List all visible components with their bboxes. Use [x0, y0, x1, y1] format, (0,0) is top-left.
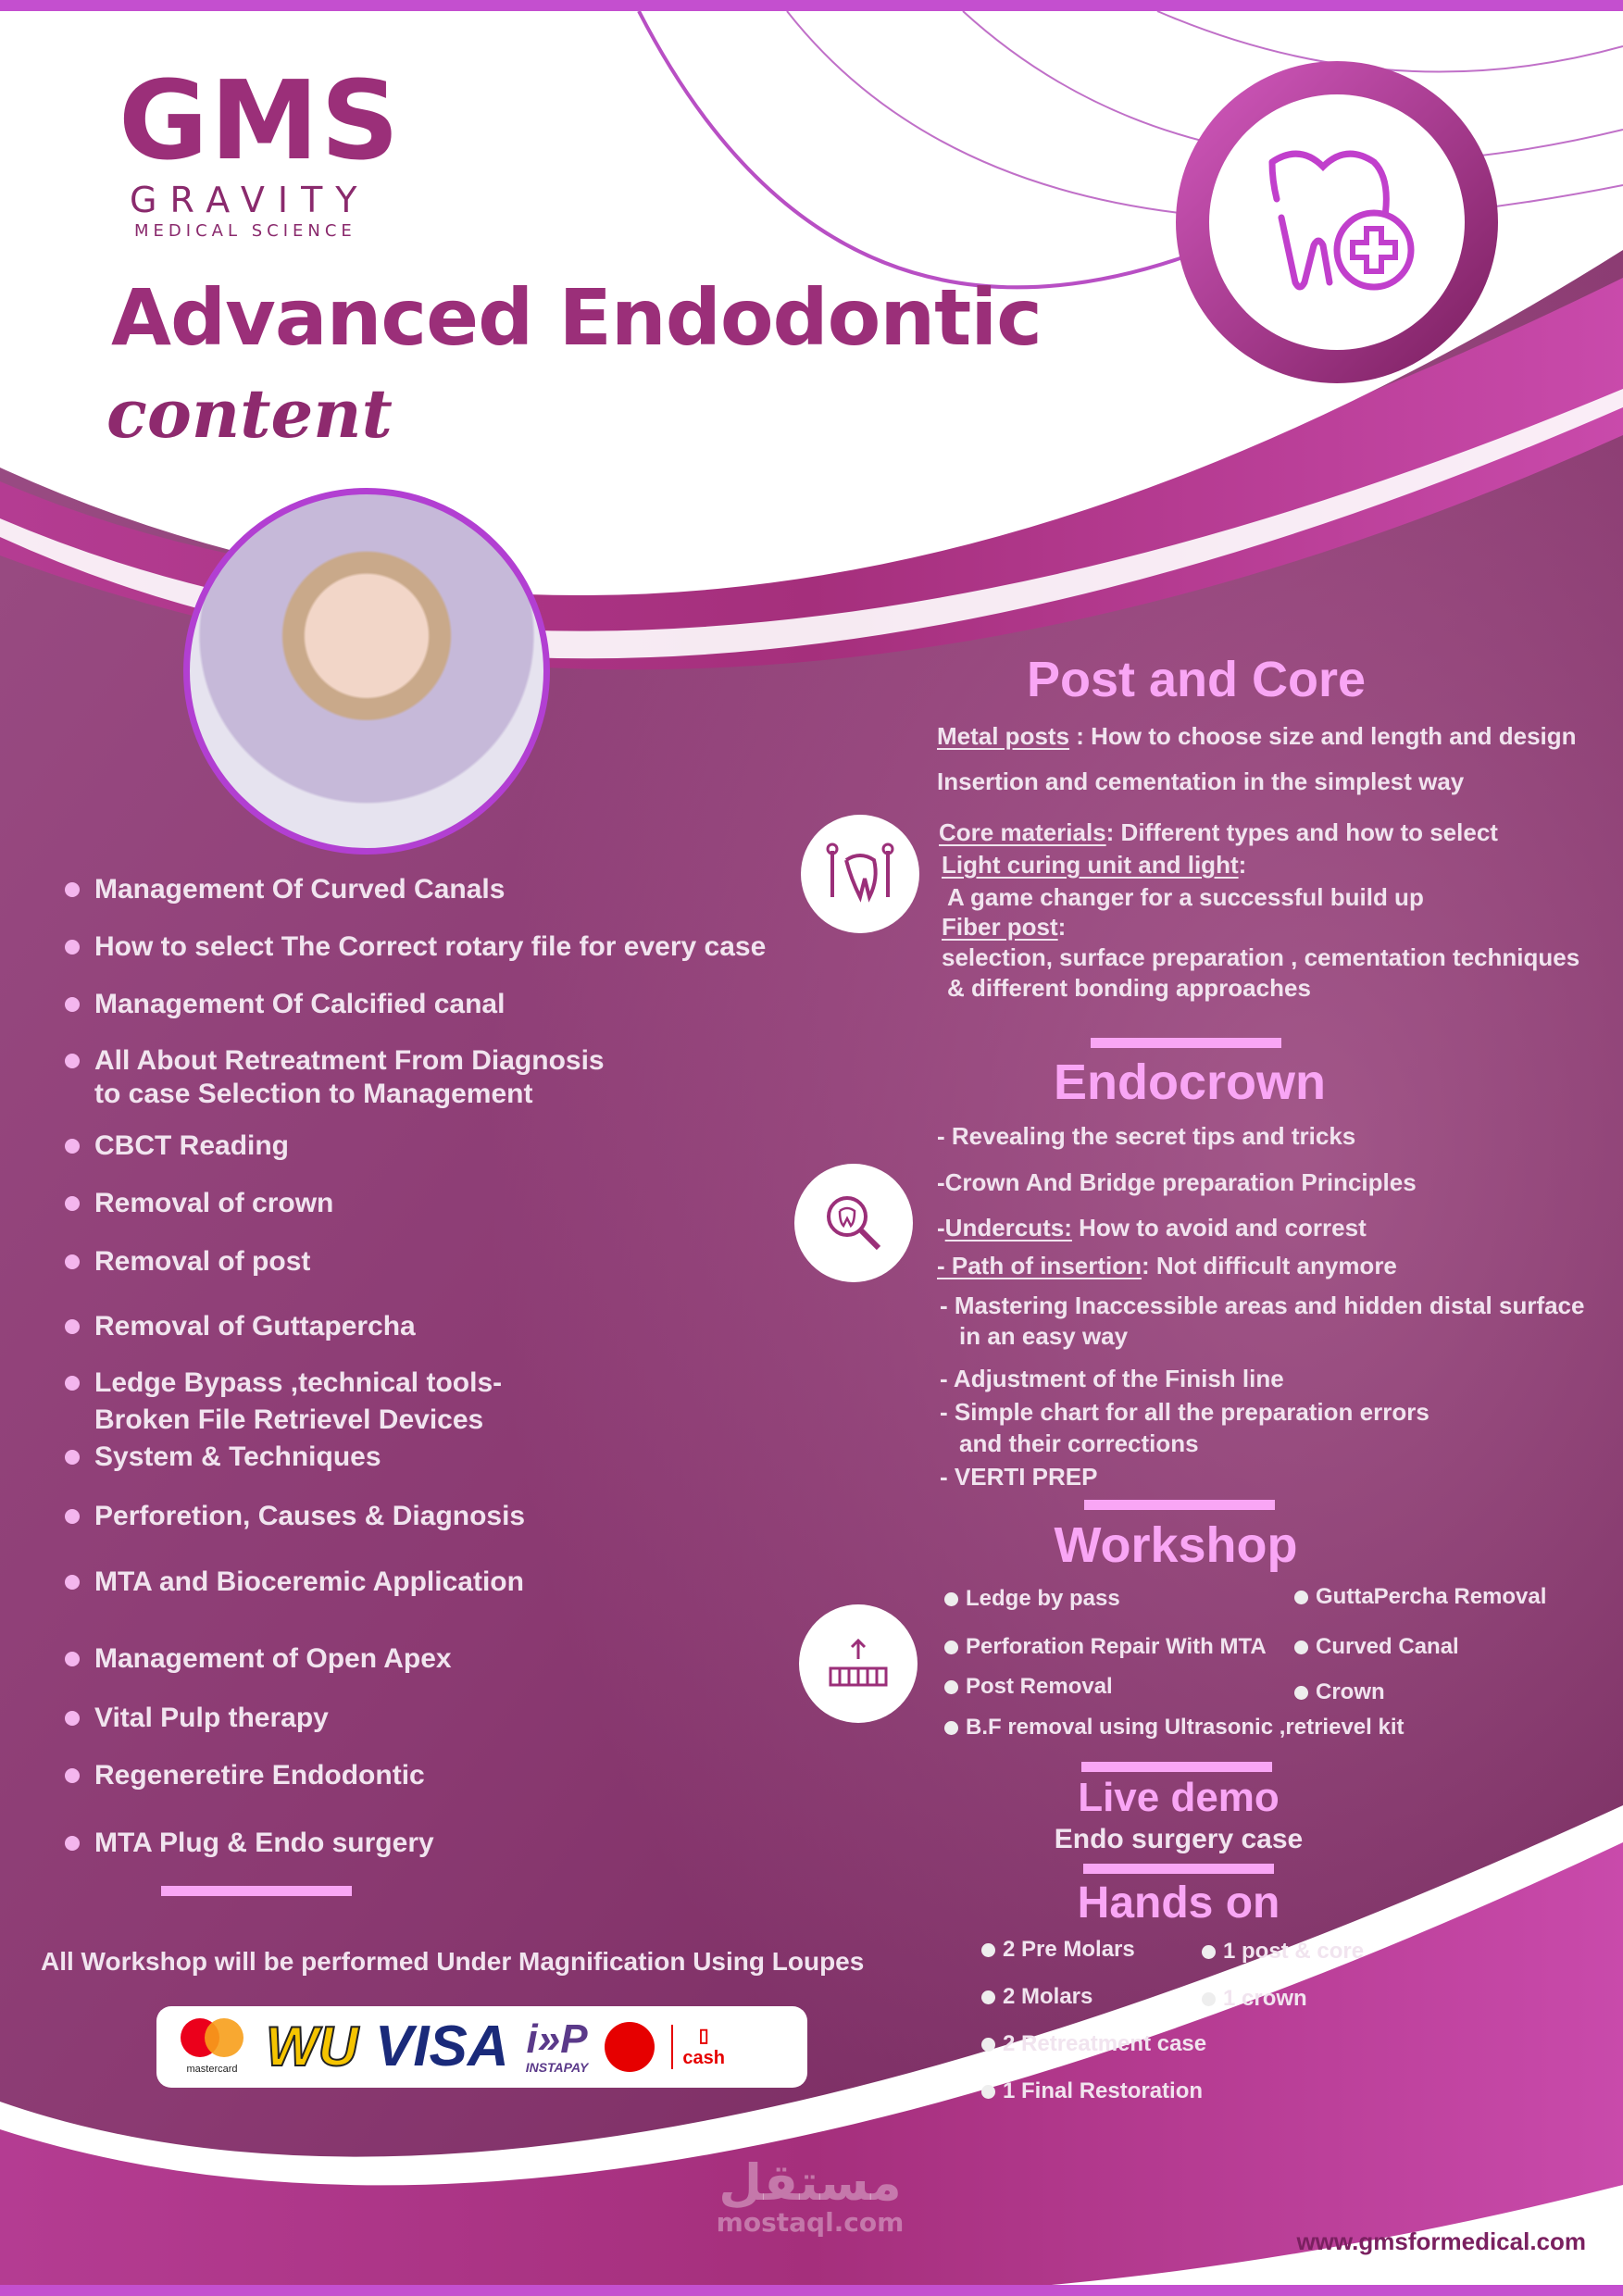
tooth-badge	[1176, 61, 1498, 383]
topic-item	[65, 873, 505, 906]
post-core-line: Light curing unit and light:	[942, 851, 1247, 879]
bullet-icon	[65, 1054, 80, 1068]
bullet-icon	[65, 1319, 80, 1334]
topic-item	[65, 1129, 289, 1163]
bullet-icon	[65, 1509, 80, 1524]
bullet-icon	[65, 1768, 80, 1783]
bullet-icon	[65, 997, 80, 1012]
payment-methods	[156, 2006, 807, 2088]
workshop-label: Curved Canal	[1316, 1634, 1459, 1659]
workshop-item	[1294, 1634, 1459, 1660]
workshop-item	[944, 1634, 1267, 1660]
topic-label: MTA Plug & Endo surgery	[94, 1828, 434, 1858]
post-core-line: Insertion and cementation in the simplest way	[937, 767, 1465, 795]
mastercard-logo: mastercard	[175, 2015, 249, 2079]
post-core-line: Fiber post:	[942, 913, 1067, 941]
post-core-line: A game changer for a successful build up	[947, 883, 1424, 911]
bullet-icon	[1294, 1686, 1308, 1700]
topic-item	[65, 1827, 434, 1860]
topic-item	[65, 988, 505, 1021]
logo-name: GRAVITY	[130, 180, 370, 220]
bullet-icon	[65, 1652, 80, 1666]
hands_on-label: 2 Retreatment case	[1003, 2031, 1207, 2056]
endocrown-line: - VERTI PREP	[940, 1463, 1098, 1491]
divider	[161, 1886, 352, 1896]
topic-item	[65, 1759, 425, 1792]
teeth-upload-icon	[799, 1604, 918, 1723]
topic-label: Management Of Curved Canals	[94, 874, 506, 905]
topic-item	[65, 930, 766, 964]
topic-item	[65, 1245, 310, 1279]
bullet-icon	[981, 1990, 995, 2004]
bullet-icon	[944, 1641, 958, 1654]
post-core-line: & different bonding approaches	[947, 974, 1311, 1002]
workshop-label: Perforation Repair With MTA	[966, 1634, 1267, 1659]
workshop-heading: Workshop	[1054, 1517, 1298, 1573]
bullet-icon	[981, 2038, 995, 2052]
topic-label: Removal of post	[94, 1246, 311, 1277]
page-title: Advanced Endodontic	[111, 272, 1042, 363]
endocrown-line: - Revealing the secret tips and tricks	[937, 1122, 1356, 1150]
bullet-icon	[65, 882, 80, 897]
dental-tools-icon	[801, 815, 919, 933]
endocrown-heading: Endocrown	[1054, 1054, 1326, 1110]
topic-label: Management Of Calcified canal	[94, 989, 506, 1019]
bullet-icon	[65, 1575, 80, 1590]
live-demo-subtitle: Endo surgery case	[1054, 1824, 1304, 1854]
bullet-icon	[65, 1196, 80, 1211]
page-subtitle: content	[106, 374, 393, 453]
topic-label: Broken File Retrievel Devices	[94, 1404, 484, 1435]
hands_on-item	[981, 2078, 1203, 2104]
bullet-icon	[944, 1680, 958, 1694]
hands_on-label: 2 Molars	[1003, 1984, 1093, 2009]
workshop-item	[1294, 1679, 1385, 1705]
divider	[1083, 1864, 1274, 1874]
workshop-label: Post Removal	[966, 1674, 1113, 1699]
bullet-icon	[1294, 1641, 1308, 1654]
workshop-item	[1294, 1584, 1546, 1610]
topic-item	[65, 1187, 333, 1220]
topic-label: All About Retreatment From Diagnosis	[94, 1045, 605, 1076]
hands-on-heading: Hands on	[1077, 1878, 1280, 1928]
topic-label: MTA and Bioceremic Application	[94, 1566, 524, 1597]
hands_on-item	[981, 1937, 1135, 1963]
bullet-icon	[65, 1450, 80, 1465]
endocrown-line: - Mastering Inaccessible areas and hidden distal surface	[940, 1292, 1585, 1319]
topic-label: Removal of crown	[94, 1188, 334, 1218]
topic-item	[65, 1642, 452, 1676]
logo-tagline: MEDICAL SCIENCE	[134, 221, 356, 241]
bullet-icon	[65, 1254, 80, 1269]
hands_on-label: 1 Final Restoration	[1003, 2078, 1204, 2103]
topic-label: Perforetion, Causes & Diagnosis	[94, 1501, 526, 1531]
hands_on-item	[981, 1984, 1092, 2010]
topic-item	[65, 1310, 416, 1343]
topic-item	[65, 1366, 502, 1400]
website-link[interactable]: www.gmsformedical.com	[1296, 2227, 1586, 2255]
western-union-logo: WU	[266, 2015, 358, 2078]
post-core-line: selection, surface preparation , cementation techniques	[942, 943, 1580, 971]
post-core-heading: Post and Core	[1026, 652, 1367, 707]
topic-item	[65, 1044, 605, 1078]
topic-item	[65, 1404, 483, 1437]
topic-item	[65, 1500, 525, 1533]
topic-label: Management of Open Apex	[94, 1643, 452, 1674]
topic-label: How to select The Correct rotary file for every case	[94, 931, 767, 962]
hands_on-label: 1 crown	[1223, 1986, 1307, 2011]
bullet-icon	[981, 2085, 995, 2099]
workshop-label: Crown	[1316, 1679, 1385, 1704]
magnification-note: All Workshop will be performed Under Magnification Using Loupes	[41, 1947, 865, 1976]
post-core-line: Core materials: Different types and how to select	[939, 818, 1498, 846]
smiling-woman-photo	[183, 488, 550, 855]
bullet-icon	[981, 1943, 995, 1957]
tooth-magnifier-icon	[794, 1164, 913, 1282]
bullet-icon	[1202, 1945, 1216, 1959]
bullet-icon	[1294, 1591, 1308, 1604]
topic-label: to case Selection to Management	[94, 1079, 533, 1109]
workshop-label: B.F removal using Ultrasonic ,retrievel kit	[966, 1715, 1405, 1740]
topic-item	[65, 1566, 524, 1599]
hands_on-item	[981, 2031, 1206, 2057]
endocrown-line: - Simple chart for all the preparation errors	[940, 1398, 1429, 1426]
divider	[1091, 1038, 1281, 1048]
vodafone-logo	[605, 2022, 655, 2072]
bullet-icon	[944, 1721, 958, 1735]
vodafone-cash-logo: ▯ cash	[671, 2025, 725, 2069]
endocrown-line: in an easy way	[959, 1322, 1129, 1350]
topic-item	[65, 1078, 532, 1111]
bullet-icon	[65, 1711, 80, 1726]
endocrown-line: -Crown And Bridge preparation Principles	[937, 1168, 1417, 1196]
bullet-icon	[65, 940, 80, 955]
topic-label: CBCT Reading	[94, 1130, 289, 1161]
instapay-logo: i»P INSTAPAY	[525, 2016, 589, 2075]
live-demo-heading: Live demo	[1078, 1775, 1280, 1820]
hands_on-item	[1202, 1939, 1364, 1965]
hands_on-item	[1202, 1986, 1307, 2012]
bullet-icon	[65, 1836, 80, 1851]
bullet-icon	[944, 1592, 958, 1606]
topic-label: Regeneretire Endodontic	[94, 1760, 425, 1791]
bullet-icon	[65, 1139, 80, 1154]
topic-label: Removal of Guttapercha	[94, 1311, 416, 1341]
tooth-plus-icon	[1209, 94, 1465, 350]
topic-item	[65, 1702, 329, 1735]
endocrown-line: - Adjustment of the Finish line	[940, 1365, 1284, 1392]
endocrown-line: -Undercuts: How to avoid and correst	[937, 1214, 1367, 1242]
bullet-icon	[65, 1376, 80, 1391]
hands_on-label: 2 Pre Molars	[1003, 1937, 1135, 1962]
logo-mark: GMS	[119, 56, 402, 184]
workshop-item	[944, 1715, 1404, 1741]
hands_on-label: 1 post & core	[1223, 1939, 1365, 1964]
endocrown-line: and their corrections	[959, 1429, 1199, 1457]
endocrown-line: - Path of insertion: Not difficult anymore	[937, 1252, 1397, 1279]
bullet-icon	[1202, 1992, 1216, 2006]
divider	[1081, 1762, 1272, 1772]
workshop-label: Ledge by pass	[966, 1586, 1120, 1611]
visa-logo: VISA	[374, 2015, 509, 2078]
workshop-label: GuttaPercha Removal	[1316, 1584, 1547, 1609]
mostaql-watermark: مستقل mostaql.com	[716, 2153, 905, 2238]
topic-item	[65, 1441, 381, 1474]
divider	[1084, 1500, 1275, 1510]
workshop-item	[944, 1674, 1113, 1700]
topic-label: Ledge Bypass ,technical tools-	[94, 1367, 503, 1398]
topic-label: System & Techniques	[94, 1441, 381, 1472]
post-core-line: Metal posts : How to choose size and length and design	[937, 722, 1577, 750]
workshop-item	[944, 1586, 1120, 1612]
topic-label: Vital Pulp therapy	[94, 1703, 329, 1733]
